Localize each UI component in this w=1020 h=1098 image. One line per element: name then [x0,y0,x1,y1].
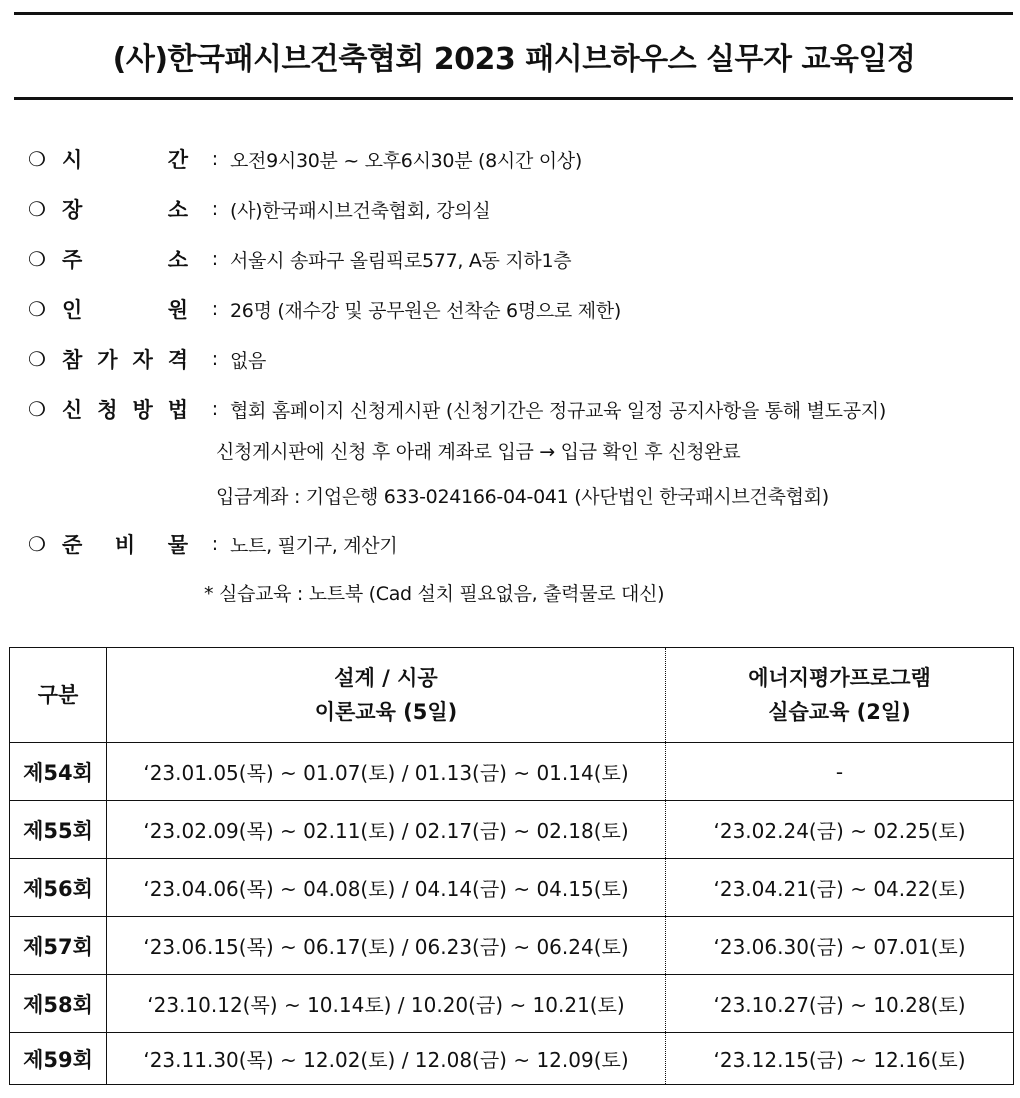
info-row-supplies: ❍ 준 비 물 : 노트, 필기구, 계산기 [28,527,397,561]
practice-dates-cell: ‘23.12.15(금) ~ 12.16(토) [666,1033,1014,1085]
info-value: 노트, 필기구, 계산기 [230,534,398,557]
practice-dates-cell: ‘23.04.21(금) ~ 04.22(토) [666,859,1014,917]
title-top-rule [14,12,1013,15]
info-row-apply-method: ❍ 신 청 방 법 : 협회 홈페이지 신청게시판 (신청기간은 정규교육 일정 공지사항을 통해 별도공지) [28,392,886,426]
info-label: 준 비 물 [62,533,188,557]
round-cell: 제58회 [10,975,107,1033]
page-title: (사)한국패시브건축협회 2023 패시브하우스 실무자 교육일정 [112,42,916,77]
info-label: 신 청 방 법 [62,398,188,422]
info-value: 서울시 송파구 올림픽로577, A동 지하1층 [230,249,572,272]
header-practice: 에너지평가프로그램 실습교육 (2일) [666,648,1014,743]
bullet-icon: ❍ [28,397,46,421]
info-row-capacity: ❍ 인 원 : 26명 (재수강 및 공무원은 선착순 6명으로 제한) [28,292,621,326]
table-row [10,917,1014,975]
info-value: 26명 (재수강 및 공무원은 선착순 6명으로 제한) [230,299,621,322]
bullet-icon: ❍ [28,532,46,556]
info-row-address: ❍ 주 소 : 서울시 송파구 올림픽로577, A동 지하1층 [28,242,571,276]
round-cell: 제56회 [10,859,107,917]
info-label: 인 원 [62,298,188,322]
apply-method-line-2: 신청게시판에 신청 후 아래 계좌로 입금 → 입금 확인 후 신청완료 [216,441,741,463]
bullet-icon: ❍ [28,147,46,171]
info-label: 시 간 [62,148,188,172]
round-cell: 제59회 [10,1033,107,1085]
practice-dates-cell: ‘23.02.24(금) ~ 02.25(토) [666,801,1014,859]
table-row [10,859,1014,917]
practice-dates-cell: ‘23.06.30(금) ~ 07.01(토) [666,917,1014,975]
info-value: (사)한국패시브건축협회, 강의실 [230,199,491,222]
info-row-place: ❍ 장 소 : (사)한국패시브건축협회, 강의실 [28,192,490,226]
info-label: 참 가 자 격 [62,348,188,372]
info-row-time: ❍ 시 간 : 오전9시30분 ~ 오후6시30분 (8시간 이상) [28,142,582,176]
table-header-row [10,648,1014,743]
header-round: 구분 [10,648,107,743]
round-cell: 제57회 [10,917,107,975]
theory-dates-cell: ‘23.04.06(목) ~ 04.08(토) / 04.14(금) ~ 04.15(토) [107,859,666,917]
practice-note: * 실습교육 : 노트북 (Cad 설치 필요없음, 출력물로 대신) [204,583,665,605]
table-row [10,801,1014,859]
header-theory: 설계 / 시공 이론교육 (5일) [107,648,666,743]
round-cell: 제55회 [10,801,107,859]
theory-dates-cell: ‘23.06.15(목) ~ 06.17(토) / 06.23(금) ~ 06.24(토) [107,917,666,975]
round-cell: 제54회 [10,743,107,801]
info-label: 장 소 [62,198,188,222]
info-value: 오전9시30분 ~ 오후6시30분 (8시간 이상) [230,149,582,172]
info-label: 주 소 [62,248,188,272]
info-value: 없음 [230,349,267,372]
info-row-eligibility: ❍ 참 가 자 격 : 없음 [28,342,266,376]
bullet-icon: ❍ [28,247,46,271]
theory-dates-cell: ‘23.02.09(목) ~ 02.11(토) / 02.17(금) ~ 02.18(토) [107,801,666,859]
schedule-table [9,647,1014,1085]
title-bottom-rule [14,97,1013,100]
theory-dates-cell: ‘23.11.30(목) ~ 12.02(토) / 12.08(금) ~ 12.09(토) [107,1033,666,1085]
bullet-icon: ❍ [28,197,46,221]
bank-account-line: 입금계좌 : 기업은행 633-024166-04-041 (사단법인 한국패시브건축협회) [216,486,829,508]
table-row [10,1033,1014,1085]
practice-dates-cell: ‘23.10.27(금) ~ 10.28(토) [666,975,1014,1033]
bullet-icon: ❍ [28,297,46,321]
practice-dates-cell: - [666,743,1014,801]
theory-dates-cell: ‘23.10.12(목) ~ 10.14토) / 10.20(금) ~ 10.21(토) [107,975,666,1033]
info-value: 협회 홈페이지 신청게시판 (신청기간은 정규교육 일정 공지사항을 통해 별도공지) [230,399,886,422]
table-row [10,743,1014,801]
bullet-icon: ❍ [28,347,46,371]
table-row [10,975,1014,1033]
theory-dates-cell: ‘23.01.05(목) ~ 01.07(토) / 01.13(금) ~ 01.14(토) [107,743,666,801]
